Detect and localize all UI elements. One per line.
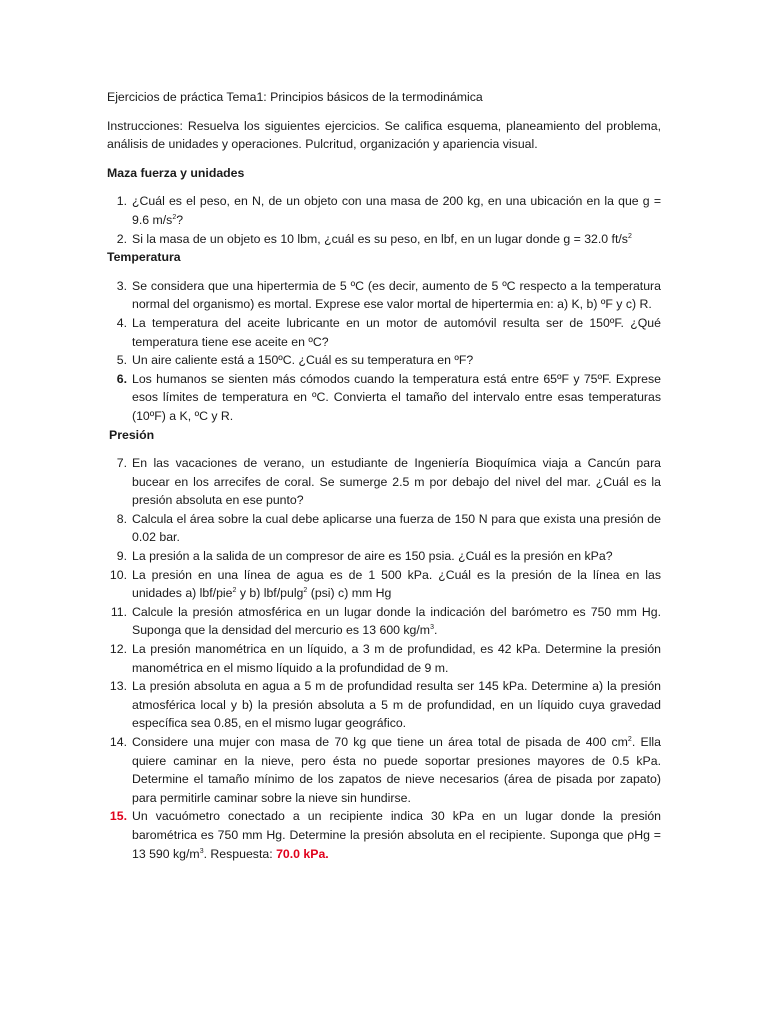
exercise-item-8	[107, 510, 661, 547]
exercise-text: La presión a la salida de un compresor de aire es 150 psia. ¿Cuál es la presión en kPa?	[132, 549, 613, 564]
exercise-number: 12.	[109, 642, 127, 657]
exercise-text: Si la masa de un objeto es 10 lbm, ¿cuál es su peso, en lbf, en un lugar donde g = 32.0 ft/s	[132, 231, 628, 246]
exercise-number: 8.	[116, 511, 127, 526]
exercise-list-temperatura	[107, 277, 661, 426]
exercise-item-7	[107, 454, 661, 510]
exercise-text: La presión en una línea de agua es de 1 500 kPa. ¿Cuál es la presión de la línea en las unidades a) lbf/pie	[132, 567, 661, 601]
exercise-item-4	[107, 314, 661, 351]
exercise-list-presion	[107, 454, 661, 863]
superscript: 2	[627, 232, 632, 240]
instructions-paragraph: Instrucciones: Resuelva los siguientes ejercicios. Se califica esquema, planeamiento del problema, análisis de unidades y operaciones. Pulcritud, organización y apariencia visual.	[107, 118, 661, 152]
exercise-number: 10.	[109, 567, 127, 582]
exercise-number: 4.	[116, 315, 127, 330]
exercise-text: Calcule la presión atmosférica en un lugar donde la indicación del barómetro es 750 mm Hg. Suponga que la densidad del mercurio es 13 600 kg/m	[132, 604, 661, 638]
exercise-item-12	[107, 640, 661, 677]
superscript: 3	[199, 847, 204, 855]
exercise-text: y b) lbf/pulg	[236, 586, 304, 601]
exercise-number: 9.	[116, 549, 127, 564]
superscript: 3	[430, 624, 434, 632]
exercise-item-14	[107, 733, 661, 807]
exercise-item-15	[107, 807, 661, 863]
exercise-text: ¿Cuál es el peso, en N, de un objeto con una masa de 200 kg, en una ubicación en la que g = 9.6 m/s	[132, 194, 661, 227]
exercise-text: Considere una mujer con masa de 70 kg que tiene un área total de pisada de 400 cm	[132, 735, 628, 749]
exercise-item-6	[107, 370, 661, 426]
exercise-item-9	[107, 547, 661, 566]
exercise-item-10	[107, 566, 661, 603]
superscript: 2	[172, 213, 177, 221]
exercise-number: 3.	[116, 278, 127, 293]
exercise-number: 13.	[109, 679, 127, 694]
exercise-item-5	[107, 351, 661, 370]
exercise-item-1	[107, 192, 661, 229]
exercise-text: La presión absoluta en agua a 5 m de profundidad resulta ser 145 kPa. Determine a) la presión atmosférica local y b) la presión absoluta a 5 m de profundidad, en un líquido cuya gravedad específica sea 0.85, en el mismo lugar geográfico.	[132, 679, 661, 731]
exercise-number: 1.	[116, 194, 127, 209]
exercise-text: Un aire caliente está a 150ºC. ¿Cuál es su temperatura en ºF?	[132, 353, 474, 368]
exercise-item-13	[107, 677, 661, 733]
exercise-number: 11.	[110, 604, 127, 619]
exercise-item-11	[107, 603, 661, 640]
exercise-text: . Respuesta:	[203, 846, 277, 861]
exercise-list-maza	[107, 192, 661, 248]
exercise-text: En las vacaciones de verano, un estudiante de Ingeniería Bioquímica viaja a Cancún para bucear en los arrecifes de coral. Se sumerge 2.5 m por debajo del nivel del mar. ¿Cuál es la presión absoluta en ese punto?	[132, 456, 661, 508]
exercise-number: 6.	[116, 371, 127, 386]
section-heading-maza: Maza fuerza y unidades	[107, 165, 245, 180]
section-heading-temperatura: Temperatura	[107, 250, 181, 265]
exercise-text: La temperatura del aceite lubricante en un motor de automóvil resulta ser de 150ºF. ¿Qué temperatura tiene ese aceite en ºC?	[132, 315, 661, 349]
exercise-text: Calcula el área sobre la cual debe aplicarse una fuerza de 150 N para que exista una presión de 0.02 bar.	[132, 511, 661, 545]
exercise-text: Se considera que una hipertermia de 5 ºC (es decir, aumento de 5 ºC respecto a la temperatura normal del organismo) es mortal. Exprese ese valor mortal de hipertermia en: a) K, b) ºF y c) R.	[132, 278, 661, 312]
exercise-number: 2.	[116, 231, 127, 246]
exercise-text: La presión manométrica en un líquido, a 3 m de profundidad, es 42 kPa. Determine la presión manométrica en el mismo líquido a la profundidad de 9 m.	[132, 642, 661, 675]
exercise-item-3	[107, 277, 661, 314]
exercise-text: .	[433, 623, 438, 638]
exercise-text: . Ella quiere caminar en la nieve, pero ésta no puede soportar presiones mayores de 0.5 kPa. Determine el tamaño mínimo de los zapatos de nieve necesarios (área de pisada por zapato) para permitirle caminar sobre la nieve sin hundirse.	[132, 735, 661, 805]
superscript: 2	[627, 736, 632, 743]
exercise-number-highlighted: 15.	[109, 809, 127, 824]
exercise-text: (psi) c) mm Hg	[307, 586, 392, 601]
document-body	[107, 88, 661, 863]
exercise-text: Un vacuómetro conectado a un recipiente indica 30 kPa en un lugar donde la presión barométrica es 750 mm Hg. Determine la presión absoluta en el recipiente. Suponga que ρHg = 13 590 kg/m	[132, 809, 661, 861]
superscript: 2	[232, 587, 237, 595]
exercise-text: ?	[176, 212, 184, 227]
exercise-number: 5.	[116, 353, 127, 368]
document-title: Ejercicios de práctica Tema1: Principios básicos de la termodinámica	[107, 90, 483, 104]
exercise-item-2	[107, 230, 661, 249]
section-heading-presion: Presión	[109, 427, 155, 442]
superscript: 2	[303, 587, 308, 595]
exercise-number: 14.	[109, 735, 127, 749]
answer-value: 70.0 kPa.	[276, 846, 329, 861]
exercise-text: Los humanos se sienten más cómodos cuando la temperatura está entre 65ºF y 75ºF. Exprese esos límites de temperatura en ºC. Convierta el tamaño del intervalo entre esas temperaturas (10ºF) a K, ºC y R.	[132, 371, 661, 423]
exercise-number: 7.	[116, 456, 127, 471]
